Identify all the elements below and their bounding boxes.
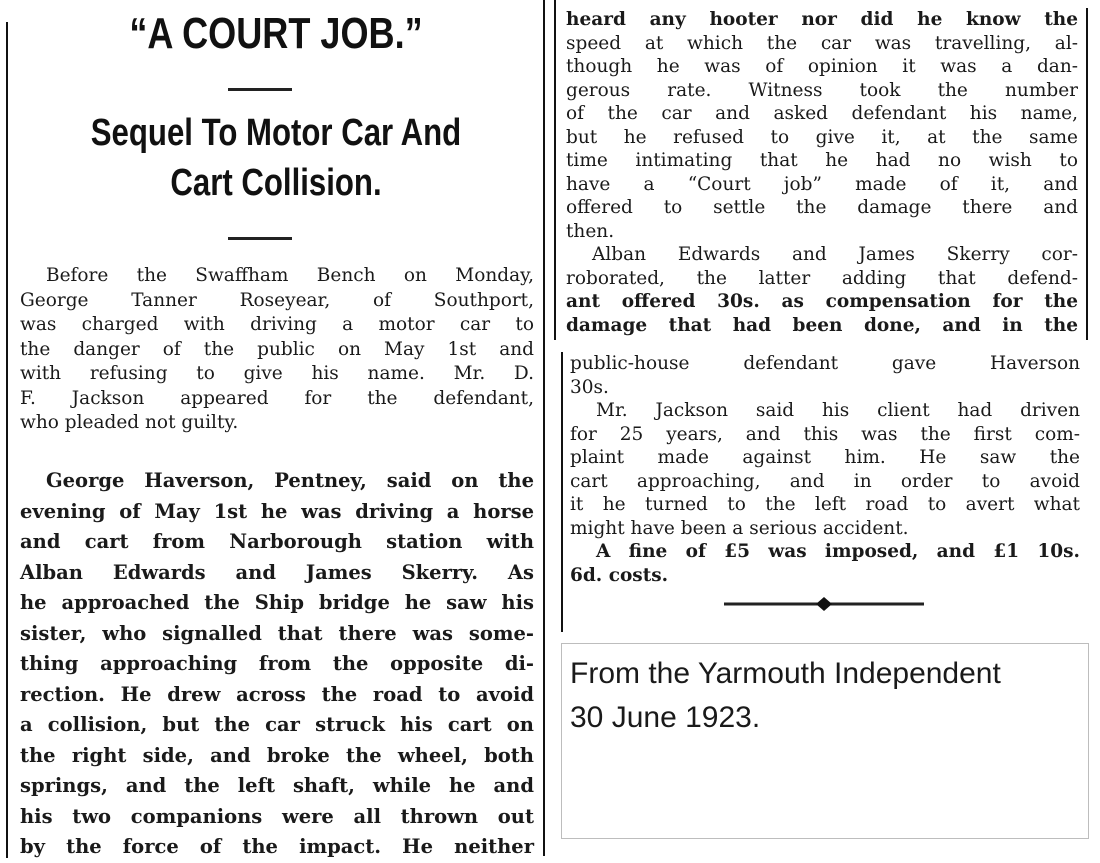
- column-rule-middle: [543, 0, 545, 856]
- paragraph-continuation: [566, 8, 1078, 337]
- text-line: sister, who signalled that there was some-: [20, 621, 534, 645]
- text-line: evening of May 1st he was driving a horse: [20, 499, 534, 523]
- text-line: but he refused to give it, at the same: [566, 126, 1078, 148]
- text-line: though he was of opinion it was a dan-: [566, 56, 1078, 77]
- end-ornament-divider: [724, 597, 924, 611]
- article-title: “A COURT JOB.”: [129, 9, 423, 58]
- text-line: have a “Court job” made of it, and: [566, 173, 1078, 195]
- text-line: and cart from Narborough station with: [20, 530, 534, 553]
- text-line: A fine of £5 was imposed, and £1 10s.: [596, 541, 1080, 562]
- text-line: public-house defendant gave Haverson: [570, 353, 1080, 374]
- text-line: cart approaching, and in order to avoid: [570, 470, 1080, 492]
- text-line: gerous rate. Witness took the number: [566, 79, 1078, 101]
- subtitle-line-2: Cart Collision.: [170, 162, 382, 204]
- text-line: plaint made against him. He saw the: [570, 447, 1080, 468]
- text-line: might have been a serious accident.: [570, 517, 909, 539]
- column-rule-middle-2: [554, 0, 556, 340]
- text-line: rection. He drew across the road to avoid: [20, 682, 534, 706]
- text-line: by the force of the impact. He neither: [20, 835, 534, 858]
- text-line: damage that had been done, and in the: [566, 314, 1078, 336]
- article-subtitle: [61, 108, 491, 208]
- text-line: offered to settle the damage there and: [566, 197, 1078, 218]
- caption-source: From the Yarmouth Independent: [570, 657, 1001, 690]
- caption-date: 30 June 1923.: [570, 701, 761, 734]
- text-line: he approached the Ship bridge he saw his: [20, 591, 534, 614]
- text-line: the right side, and broke the wheel, both: [20, 743, 534, 767]
- text-line: Alban Edwards and James Skerry. As: [20, 560, 534, 584]
- text-line: George Tanner Roseyear, of Southport,: [20, 289, 534, 311]
- text-line: Mr. Jackson said his client had driven: [596, 400, 1080, 421]
- text-line: then.: [566, 220, 615, 242]
- text-line: it he turned to the left road to avert what: [570, 494, 1080, 515]
- source-caption-box: [561, 643, 1089, 839]
- text-line: heard any hooter nor did he know the: [566, 9, 1078, 30]
- subtitle-line-1: Sequel To Motor Car And: [90, 112, 462, 154]
- text-line: his two companions were all thrown out: [20, 804, 534, 828]
- text-line: 30s.: [570, 376, 609, 398]
- text-line: with refusing to give his name. Mr. D.: [20, 363, 534, 384]
- text-line: for 25 years, and this was the first com-: [570, 423, 1080, 445]
- text-line: of the car and asked defendant his name,: [566, 103, 1078, 124]
- text-line: F. Jackson appeared for the defendant,: [20, 387, 534, 409]
- text-line: the danger of the public on May 1st and: [20, 338, 534, 360]
- text-line: ant offered 30s. as compensation for the: [566, 291, 1078, 312]
- text-line: Alban Edwards and James Skerry cor-: [592, 244, 1078, 265]
- text-line: was charged with driving a motor car to: [20, 314, 534, 335]
- text-line: Before the Swaffham Bench on Monday,: [46, 265, 534, 286]
- text-line: time intimating that he had no wish to: [566, 150, 1078, 171]
- column-rule-right: [1086, 8, 1088, 340]
- paragraph-haverson-testimony: [20, 466, 534, 863]
- paragraph-defence: [570, 352, 1080, 587]
- text-line: George Haverson, Pentney, said on the: [46, 469, 534, 492]
- text-line: who pleaded not guilty.: [20, 412, 239, 433]
- text-line: speed at which the car was travelling, al-: [566, 32, 1078, 54]
- text-line: 6d. costs.: [570, 564, 669, 586]
- column-rule-left: [6, 22, 8, 858]
- subtitle-divider: [228, 237, 292, 240]
- text-line: springs, and the left shaft, while he and: [20, 774, 534, 797]
- paragraph-intro: [20, 264, 534, 436]
- text-line: a collision, but the car struck his cart on: [20, 713, 534, 736]
- text-line: thing approaching from the opposite di-: [20, 652, 534, 675]
- text-line: roborated, the latter adding that defend-: [566, 267, 1078, 289]
- title-divider: [228, 88, 292, 91]
- column-rule-right-2: [561, 352, 563, 632]
